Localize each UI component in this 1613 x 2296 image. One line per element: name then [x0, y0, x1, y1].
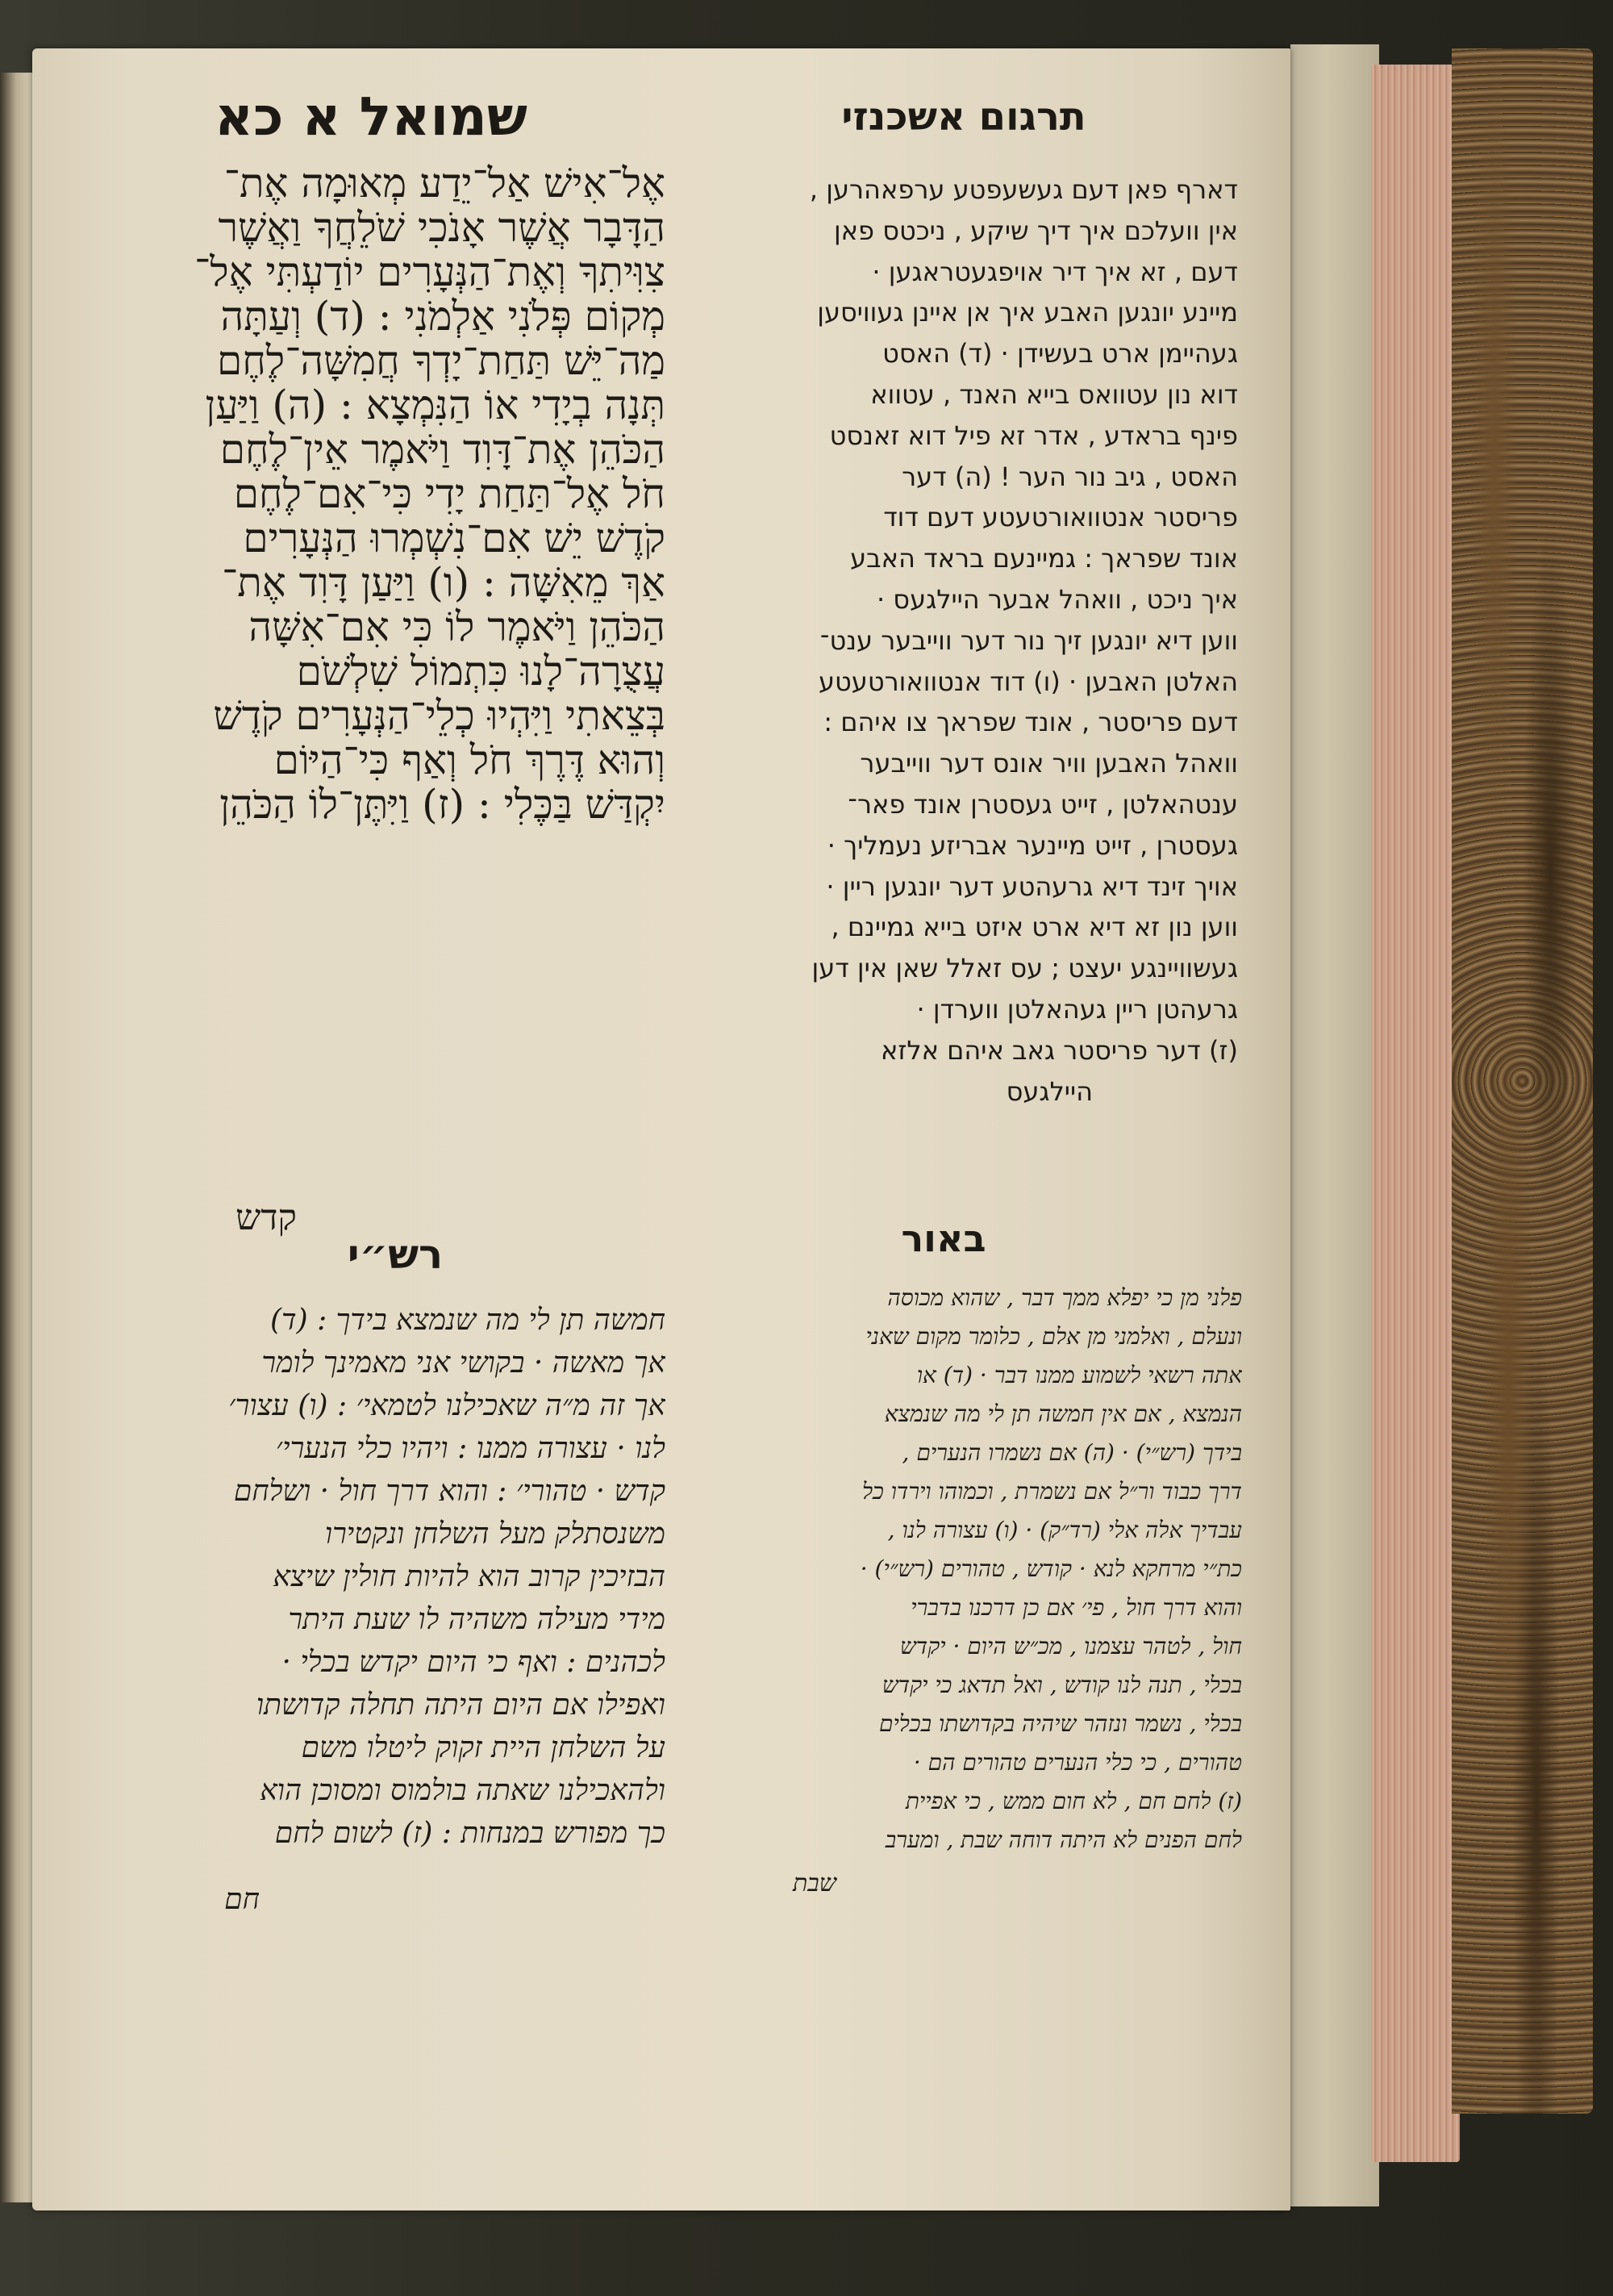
rashi-line: הבזיכין קרוב הוא להיות חולין שיצא [273, 1560, 665, 1593]
rashi-line: משנסתלק מעל השלחן ונקטירו [324, 1517, 665, 1551]
yiddish-line: ענטהאלטן , זייט געסטרן אונד פאר־ [848, 788, 1238, 820]
biur-line: והוא דרך חול , פי׳ אם כן דרכנו בדברי [911, 1594, 1242, 1621]
hebrew-line: יִקְדַּשׁ בַּכֶּלִי : (ז) וַיִּתֶּן־לוֹ הַכֹּהֵן [219, 781, 665, 828]
hebrew-line: בְּצֵאתִי וַיִּהְיוּ כְלֵי־הַנְּעָרִים קֹדֶשׁ [213, 692, 665, 739]
marbled-cover [1452, 48, 1593, 2114]
yiddish-line: דארף פאן דעם געשעפטע ערפאהרען , [809, 174, 1238, 205]
biur-line: פלני מן כי יפלא ממך דבר , שהוא מכוסה [887, 1284, 1242, 1311]
rashi-line: חמשה תן לי מה שנמצא בידך : (ד) [269, 1304, 665, 1337]
hebrew-line: אֶל־אִישׁ אַל־יֵדַע מְאוּמָה אֶת־ [223, 161, 665, 207]
hebrew-line: הַדָּבָר אֲשֶׁר אָנֹכִי שֹׁלֵחֲךָ וַאֲשֶׁר [218, 204, 665, 251]
binding-gutter [1290, 44, 1379, 2206]
biur-line: לחם הפנים לא היתה דוחה שבת , ומערב [885, 1826, 1242, 1853]
rashi-line: אך מאשה · בקושי אני מאמינך לומר [261, 1346, 665, 1380]
rashi-line: אך זה מ״ה שאכילנו לטמאי׳ : (ו) עצור׳ [228, 1389, 665, 1422]
left-running-header: שמואל א כא [215, 86, 527, 148]
biur-line: ונעלם , ואלמני מן אלם , כלומר מקום שאני [865, 1323, 1242, 1350]
yiddish-line: פינף בראדע , אדר זא פיל דוא זאנסט [829, 420, 1238, 451]
rashi-line: לנו · עצורה ממנו : ויהיו כלי הנערי׳ [275, 1432, 665, 1465]
yiddish-line: מיינע יונגען האבע איך אן איינן געוויסען [817, 297, 1238, 328]
yiddish-line: היילגעס [1006, 1075, 1093, 1107]
hebrew-catchword: קדש [235, 1197, 297, 1238]
biur-line: בידך (רש״י) · (ה) אם נשמרו הנערים , [902, 1439, 1242, 1466]
biur-line: בכלי , נשמר ונזהר שיהיה בקדושתו בכלים [878, 1710, 1242, 1737]
yiddish-line: ווען נון זא דיא ארט איזט בייא גמיינם , [831, 912, 1238, 943]
rashi-line: קדש · טהורי׳ : והוא דרך חול · ושלחם [233, 1475, 665, 1508]
page-edges [1371, 65, 1460, 2162]
hebrew-line: הַכֹּהֵן אֶת־דָּוִד וַיֹּאמֶר אֵין־לֶחֶם [219, 426, 665, 473]
biur-line: אתה רשאי לשמוע ממנו דבר · (ד) או [916, 1362, 1242, 1388]
hebrew-line: חֹל אֶל־תַּחַת יָדִי כִּי־אִם־לֶחֶם [233, 470, 665, 517]
biur-line: (ז) לחם חם , לא חום ממש , כי אפיית [905, 1788, 1242, 1814]
right-running-header: תרגום אשכנזי [841, 94, 1086, 140]
yiddish-line: דעם פריסטר , אונד שפראך צו איהם : [823, 707, 1238, 738]
biur-line: הנמצא , אם אין חמשה תן לי מה שנמצא [884, 1401, 1242, 1427]
yiddish-line: (ז) דער פריסטר גאב איהם אלזא [880, 1034, 1238, 1066]
hebrew-line: הַכֹּהֵן וַיֹּאמֶר לוֹ כִּי אִם־אִשָּׁה [248, 603, 665, 650]
biur-commentary-column [677, 1279, 1242, 1868]
biur-line: בכלי , תנה לנו קודש , ואל תדאג כי יקדש [882, 1672, 1242, 1698]
book-page [32, 48, 1290, 2210]
biur-line: עבדיך אלה אלי (רד״ק) · (ו) עצורה לנו , [887, 1517, 1242, 1543]
hebrew-line: אַךְ מֵאִשָּׁה : (ו) וַיַּעַן דָּוִד אֶת־ [222, 559, 665, 606]
biur-line: חול , לטהר עצמנו , מכ״ש היום · יקדש [899, 1633, 1242, 1659]
rashi-line: כך מפורש במנחות : (ז) לשום לחם [274, 1817, 665, 1850]
biur-line: טהורים , כי כלי הנערים טהורים הם · [913, 1749, 1242, 1776]
yiddish-line: געסטרן , זייט מיינער אבריזע נעמליך · [827, 829, 1238, 861]
rashi-title: רש״י [347, 1231, 444, 1278]
yiddish-line: פריסטר אנטוואורטעטע דעם דוד [883, 502, 1238, 533]
hebrew-line: וְהוּא דֶּרֶךְ חֹל וְאַף כִּי־הַיּוֹם [273, 737, 665, 783]
yiddish-line: אין וועלכם איך דיך שיקע , ניכטס פאן [833, 215, 1238, 246]
yiddish-line: אונד שפראך : גמיינעם בראד האבע [850, 543, 1238, 574]
rashi-line: לכהנים : ואף כי היום יקדש בכלי · [281, 1646, 665, 1679]
yiddish-line: געשוויינגע יעצט ; עס זאלל שאן אין דען [811, 953, 1238, 984]
rashi-catchword: חם [224, 1883, 260, 1916]
hebrew-line: קֹדֶשׁ יֵשׁ אִם־נִשְׁמְרוּ הַנְּעָרִים [243, 515, 665, 561]
yiddish-line: געהיימן ארט בעשידן · (ד) האסט [882, 338, 1238, 369]
rashi-line: על השלחן היית זקוק ליטלו משם [301, 1731, 665, 1764]
yiddish-line: גרעהטן ריין געהאלטן ווערדן · [916, 993, 1238, 1025]
yiddish-line: דעם , זא איך דיר אויפגעטראגען · [872, 256, 1238, 287]
rashi-line: ואפילו אם היום היתה תחלה קדושתו [256, 1689, 665, 1722]
rashi-commentary-column [101, 1299, 665, 1880]
rashi-line: מידי מעילה משהיה לו שעת היתר [288, 1603, 665, 1636]
yiddish-translation-column [673, 169, 1238, 1121]
yiddish-line: דוא נון עטוואס בייא האנד , עטווא [870, 378, 1238, 410]
hebrew-line: תְּנָה בְיָדִי אוֹ הַנִּמְצָא : (ה) וַיַּעַן [205, 382, 665, 428]
yiddish-line: האסט , גיב נור הער ! (ה) דער [902, 461, 1238, 492]
biur-catchword: שבת [793, 1869, 836, 1897]
hebrew-line: מְקוֹם פְּלֹנִי אַלְמֹנִי : (ד) וְעַתָּה [220, 293, 665, 340]
hebrew-line: צִוִּיתִךָ וְאֶת־הַנְּעָרִים יוֹדַעְתִּי אֶל־ [194, 248, 665, 295]
hebrew-line: עֲצֻרָה־לָנוּ כִּתְמוֹל שִׁלְשֹׁם [296, 648, 665, 695]
biur-line: דרך כבוד ור״ל אם נשמרת , וכמוהו וירדו כל [862, 1478, 1242, 1505]
yiddish-line: איך ניכט , וואהל אבער היילגעס · [876, 583, 1238, 615]
hebrew-line: מַה־יֵּשׁ תַּחַת־יָדְךָ חֲמִשָּׁה־לֶחֶם [217, 337, 665, 384]
hebrew-text-column [101, 161, 665, 1283]
rashi-line: ולהאכילנו שאתה בולמוס ומסוכן הוא [260, 1774, 665, 1807]
yiddish-line: האלטן האבען · (ו) דוד אנטוואורטעטע [819, 666, 1238, 697]
biur-line: כת״י מרחקא לנא · קודש , טהורים (רש״י) · [860, 1555, 1242, 1582]
yiddish-line: ווען דיא יונגען זיך נור דער ווייבער ענט־ [819, 624, 1238, 656]
biur-title: באור [901, 1217, 986, 1260]
yiddish-line: אויך זינד דיא גרעהטע דער יונגען ריין · [826, 870, 1238, 902]
facing-page-edge [0, 73, 32, 2202]
yiddish-line: וואהל האבען וויר אונס דער ווייבער [860, 748, 1238, 779]
